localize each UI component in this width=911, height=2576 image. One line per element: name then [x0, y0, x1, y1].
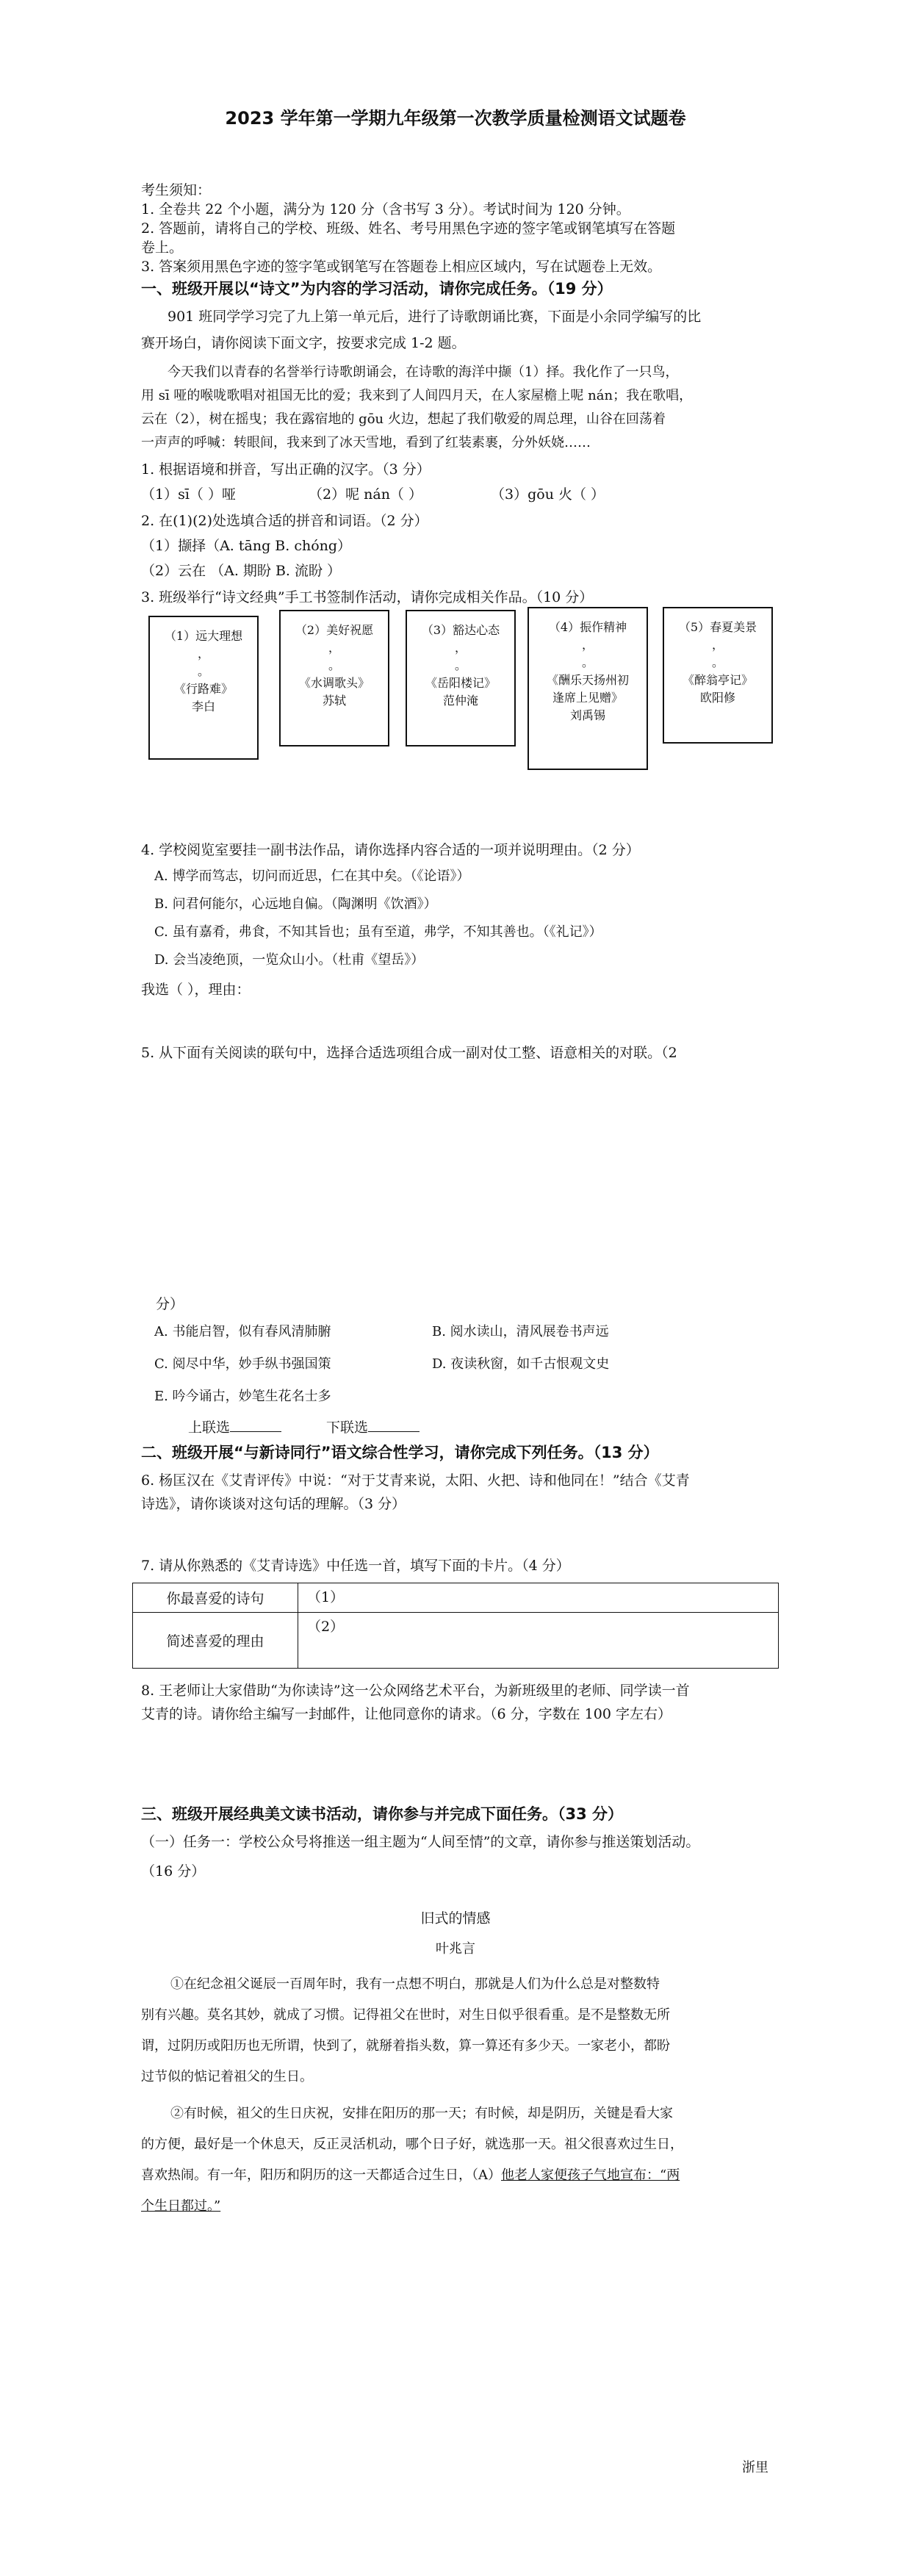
question-4-option: B. 问君何能尔，心远地自偏。（陶渊明《饮酒》） — [154, 896, 437, 912]
section-1-intro: 赛开场白，请你阅读下面文字，按要求完成 1-2 题。 — [141, 335, 466, 351]
upper-blank[interactable] — [230, 1418, 281, 1432]
bookmark-work: 《醉翁亭记》 — [682, 673, 753, 687]
section-2-heading: 二、班级开展“与新诗同行”语文综合性学习，请你完成下列任务。（13 分） — [141, 1444, 659, 1461]
bookmark-work: 逢席上见赠》 — [552, 691, 623, 705]
paragraph-1-line: ①在纪念祖父诞辰一百周年时，我有一点想不明白，那就是人们为什么总是对整数特 — [170, 1976, 660, 1992]
paragraph-1-line: 别有兴趣。莫名其妙，就成了习惯。记得祖父在世时，对生日似乎很看重。是不是整数无所 — [141, 2007, 670, 2023]
question-8: 8. 王老师让大家借助“为你读诗”这一公众网络艺术平台，为新班级里的老师、同学读一首 — [141, 1683, 690, 1699]
notice-item: 3. 答案须用黑色字迹的签字笔或钢笔写在答题卷上相应区域内，写在试题卷上无效。 — [141, 259, 662, 275]
bookmark-card: （1）远大理想 ， 。 《行路难》 李白 — [148, 616, 259, 760]
question-4: 4. 学校阅览室要挂一副书法作品，请你选择内容合适的一项并说明理由。（2 分） — [141, 842, 640, 858]
bookmark-theme: （1）远大理想 — [164, 629, 243, 643]
article-author: 叶兆言 — [436, 1941, 475, 1957]
bookmark-theme: （4）振作精神 — [548, 620, 627, 634]
paragraph-2-text: 喜欢热闹。有一年，阳历和阴历的这一天都适合过生日，（A） — [141, 2167, 501, 2183]
lower-blank[interactable] — [368, 1418, 420, 1432]
bookmark-work: 《水调歌头》 — [298, 676, 370, 690]
passage-line: 用 sī 哑的喉咙歌唱对祖国无比的爱；我来到了人间四月天，在人家屋檐上呢 nán；我在歌唱， — [141, 388, 693, 403]
bookmark-work: 《岳阳楼记》 — [425, 676, 496, 690]
question-5-cont: 分） — [156, 1296, 184, 1312]
bookmark-theme: （3）豁达心态 — [421, 623, 500, 637]
notice-item: 卷上。 — [141, 240, 184, 256]
page-footer: 浙里 — [742, 2460, 768, 2475]
bookmark-card: （5）春夏美景 ， 。 《醉翁亭记》 欧阳修 — [663, 607, 773, 744]
bookmark-author: 苏轼 — [322, 694, 346, 708]
question-7: 7. 请从你熟悉的《艾青诗选》中任选一首，填写下面的卡片。（4 分） — [141, 1558, 570, 1574]
passage-line: 云在（2），树在摇曳；我在露宿地的 gōu 火边，想起了我们敬爱的周总理，山谷在回荡着 — [141, 411, 666, 427]
bookmark-card: （4）振作精神 ， 。 《酬乐天扬州初 逢席上见赠》 刘禹锡 — [527, 607, 648, 770]
article-title: 旧式的情感 — [420, 1910, 491, 1926]
question-1: 1. 根据语境和拼音，写出正确的汉字。（3 分） — [141, 461, 431, 478]
question-4-answer: 我选（ ），理由： — [141, 982, 251, 998]
card-label: 简述喜爱的理由 — [133, 1613, 298, 1669]
section-1-heading: 一、班级开展以“诗文”为内容的学习活动，请你完成任务。（19 分） — [141, 280, 613, 298]
bookmark-theme: （5）春夏美景 — [678, 620, 757, 634]
question-5-answer-upper — [188, 1418, 281, 1437]
task-1: （16 分） — [141, 1863, 206, 1879]
paragraph-1-line: 谓，过阴历或阳历也无所谓，快到了，就掰着指头数，算一算还有多少天。一家老小，都盼 — [141, 2038, 670, 2054]
question-8: 艾青的诗。请你给主编写一封邮件，让他同意你的请求。（6 分，字数在 100 字左右） — [141, 1706, 671, 1722]
question-4-option: C. 虽有嘉肴，弗食，不知其旨也；虽有至道，弗学，不知其善也。（《礼记》） — [154, 924, 602, 940]
card-label: 你最喜爱的诗句 — [133, 1583, 298, 1613]
question-5-option: C. 阅尽中华，妙手纵书强国策 — [154, 1356, 331, 1372]
question-6: 诗选》，请你谈谈对这句话的理解。（3 分） — [141, 1496, 406, 1512]
passage-line: 一声声的呼喊：转眼间，我来到了冰天雪地，看到了红装素裹，分外妖娆…… — [141, 435, 591, 450]
bookmark-card: （3）豁达心态 ， 。 《岳阳楼记》 范仲淹 — [406, 610, 516, 746]
bookmark-work: 《酬乐天扬州初 — [546, 673, 629, 687]
task-1: （一）任务一：学校公众号将推送一组主题为“人间至情”的文章，请你参与推送策划活动。 — [141, 1834, 700, 1850]
card-value[interactable]: （1） — [298, 1583, 779, 1613]
lower-label: 下联选 — [326, 1420, 369, 1436]
question-3: 3. 班级举行“诗文经典”手工书签制作活动，请你完成相关作品。（10 分） — [141, 589, 594, 605]
card-value[interactable]: （2） — [298, 1613, 779, 1669]
bookmark-author: 李白 — [191, 699, 215, 713]
paragraph-1-line: 过节似的惦记着祖父的生日。 — [141, 2069, 313, 2084]
question-1-option: （3）gōu 火（ ） — [491, 486, 605, 503]
notice-heading: 考生须知： — [141, 182, 212, 198]
question-2-option: （1）撷择（A. tāng B. chóng） — [141, 538, 352, 554]
question-5-option: D. 夜读秋窗，如千古恨观文史 — [432, 1356, 610, 1372]
notice-item: 1. 全卷共 22 个小题，满分为 120 分（含书写 3 分）。考试时间为 120 分钟。 — [141, 201, 630, 217]
bookmark-card: （2）美好祝愿 ， 。 《水调歌头》 苏轼 — [279, 610, 389, 746]
question-5-option: B. 阅水读山，清风展卷书声远 — [432, 1324, 609, 1339]
underlined-sentence-a-cont: 个生日都过。” — [141, 2198, 221, 2214]
question-6: 6. 杨匡汉在《艾青评传》中说：“对于艾青来说，太阳、火把、诗和他同在！”结合《艾青 — [141, 1472, 690, 1489]
question-4-option: D. 会当凌绝顶，一览众山小。（杜甫《望岳》） — [154, 952, 425, 968]
question-5: 5. 从下面有关阅读的联句中，选择合适选项组合成一副对仗工整、语意相关的对联。（2 — [141, 1045, 677, 1061]
underlined-sentence-a: 他老人家便孩子气地宣布：“两 — [501, 2167, 680, 2183]
question-1-option: （2）呢 nán（ ） — [309, 486, 422, 503]
paragraph-2-line — [141, 2166, 680, 2185]
exam-title: 2023 学年第一学期九年级第一次教学质量检测语文试题卷 — [225, 108, 686, 129]
question-1-option: （1）sī（ ）哑 — [141, 486, 236, 503]
section-3-heading: 三、班级开展经典美文读书活动，请你参与并完成下面任务。（33 分） — [141, 1805, 624, 1823]
question-2: 2. 在(1)(2)处选填合适的拼音和词语。（2 分） — [141, 513, 428, 529]
paragraph-2-line: ②有时候，祖父的生日庆祝，安排在阳历的那一天；有时候，却是阴历，关键是看大家 — [170, 2106, 673, 2121]
question-5-answer-lower — [326, 1418, 420, 1437]
bookmark-work: 《行路难》 — [173, 682, 233, 696]
bookmark-author: 刘禹锡 — [569, 708, 605, 722]
poem-card — [132, 1583, 779, 1669]
question-2-option: （2）云在 （A. 期盼 B. 流盼 ） — [141, 563, 342, 579]
question-5-option: A. 书能启智，似有春风清肺腑 — [154, 1324, 331, 1339]
paragraph-2-line: 的方便，最好是一个休息天，反正灵活机动，哪个日子好，就选那一天。祖父很喜欢过生日， — [141, 2137, 683, 2152]
bookmark-author: 范仲淹 — [442, 694, 478, 708]
upper-label: 上联选 — [188, 1420, 231, 1436]
question-4-option: A. 博学而笃志，切问而近思，仁在其中矣。（《论语》） — [154, 868, 470, 884]
bookmark-author: 欧阳修 — [699, 691, 735, 705]
section-1-intro: 901 班同学学习完了九上第一单元后，进行了诗歌朗诵比赛，下面是小余同学编写的比 — [168, 309, 702, 325]
question-5-option: E. 吟今诵古，妙笔生花名士多 — [154, 1389, 331, 1404]
notice-item: 2. 答题前，请将自己的学校、班级、姓名、考号用黑色字迹的签字笔或钢笔填写在答题 — [141, 220, 676, 237]
bookmark-theme: （2）美好祝愿 — [295, 623, 374, 637]
passage-line: 今天我们以青春的名誉举行诗歌朗诵会，在诗歌的海洋中撷（1）择。我化作了一只鸟， — [168, 364, 679, 380]
